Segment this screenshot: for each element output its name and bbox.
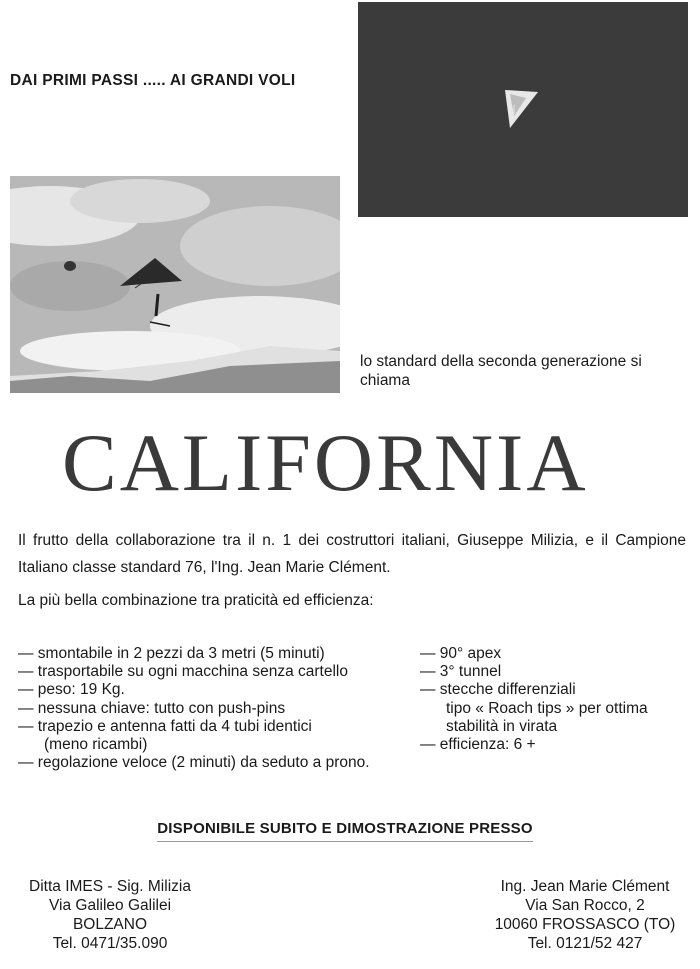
contact-name: Ing. Jean Marie Clément <box>500 878 670 895</box>
contact-city: BOLZANO <box>72 916 148 933</box>
list-item: (meno ricambi) <box>44 736 148 754</box>
subtitle: lo standard della seconda generazione si chiama <box>360 353 642 389</box>
list-item: stabilità in virata <box>446 717 558 735</box>
contact-street: Via Galileo Galilei <box>48 897 172 914</box>
list-item: — 90° apex <box>420 645 502 662</box>
availability-heading <box>0 820 690 837</box>
features-lead: La più bella combinazione tra praticità ed efficienza: <box>18 592 374 609</box>
intro-paragraph: Il frutto della collaborazione tra il n. 1 dei costruttori italiani, Giuseppe Milizia, e il Campione Italiano classe standard 76, l'Ing. Jean Marie Clément. <box>18 532 686 576</box>
contact-left <box>10 877 210 953</box>
list-item: — trapezio e antenna fatti da 4 tubi identici <box>18 717 312 735</box>
contact-street: Via San Rocco, 2 <box>525 897 645 914</box>
list-item: — trasportabile su ogni macchina senza cartello <box>18 663 348 681</box>
contact-phone: Tel. 0471/35.090 <box>52 935 168 952</box>
list-item: — regolazione veloce (2 minuti) da seduto a prono. <box>18 754 370 772</box>
list-item: — efficienza: 6 + <box>420 736 536 754</box>
contact-phone: Tel. 0121/52 427 <box>527 935 643 952</box>
contact-city: 10060 FROSSASCO (TO) <box>494 916 676 933</box>
list-item: — nessuna chiave: tutto con push-pins <box>18 699 286 717</box>
features-list-right <box>420 645 648 754</box>
contact-name: Ditta IMES - Sig. Milizia <box>29 878 191 895</box>
photo-hang-glider-mountains <box>10 176 340 393</box>
list-item: — stecche differenziali <box>420 681 576 699</box>
list-item: — 3° tunnel <box>420 663 502 681</box>
photo-glider-dark-sky <box>358 2 688 217</box>
features-list-left <box>18 645 370 772</box>
list-item: — peso: 19 Kg. <box>18 681 125 699</box>
product-title: CALIFORNIA <box>62 417 589 508</box>
list-item: tipo « Roach tips » per ottima <box>446 699 648 717</box>
headline: DAI PRIMI PASSI ..... AI GRANDI VOLI <box>10 72 296 89</box>
availability-text: DISPONIBILE SUBITO E DIMOSTRAZIONE PRESSO <box>157 820 532 842</box>
list-item: — smontabile in 2 pezzi da 3 metri (5 minuti) <box>18 645 325 662</box>
contact-right <box>480 877 690 953</box>
